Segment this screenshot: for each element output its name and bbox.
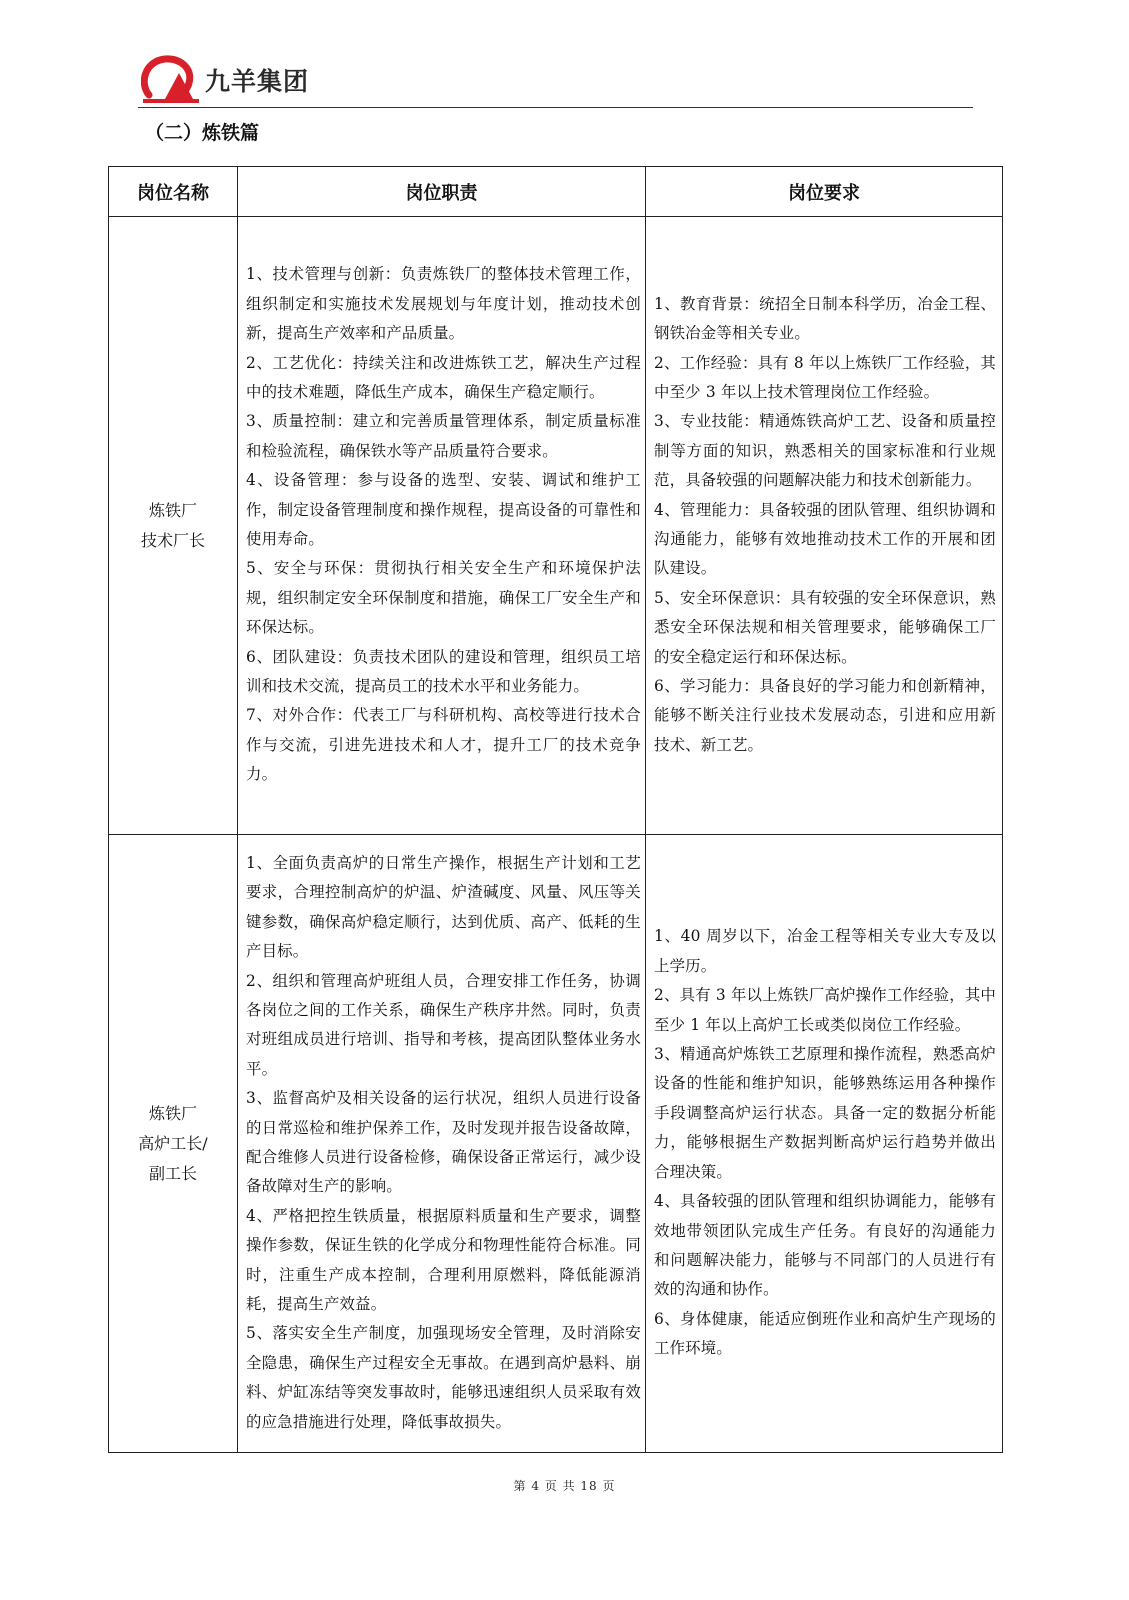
requirement-item: 4、具备较强的团队管理和组织协调能力，能够有效地带领团队完成生产任务。有良好的沟通能力和问题解决能力，能够与不同部门的人员进行有效的沟通和协作。 — [654, 1192, 996, 1299]
responsibility-item: 5、落实安全生产制度，加强现场安全管理，及时消除安全隐患，确保生产过程安全无事故。在遇到高炉悬料、崩料、炉缸冻结等突发事故时，能够迅速组织人员采取有效的应急措施进行处理，降低事故损失。 — [246, 1324, 641, 1431]
responsibility-item: 4、严格把控生铁质量，根据原料质量和生产要求，调整操作参数，保证生铁的化学成分和物理性能符合标准。同时，注重生产成本控制，合理利用原燃料，降低能源消耗，提高生产效益。 — [246, 1206, 641, 1314]
requirement-item: 2、工作经验：具有 8 年以上炼铁厂工作经验，其中至少 3 年以上技术管理岗位工作经验。 — [654, 353, 996, 401]
responsibility-item: 1、技术管理与创新：负责炼铁厂的整体技术管理工作，组织制定和实施技术发展规划与年度计划，推动技术创新，提高生产效率和产品质量。 — [246, 265, 641, 343]
job-description-table — [108, 166, 1003, 1453]
requirement-item: 2、具有 3 年以上炼铁厂高炉操作工作经验，其中至少 1 年以上高炉工长或类似岗位工作经验。 — [654, 986, 996, 1034]
requirement-item: 3、精通高炉炼铁工艺原理和操作流程，熟悉高炉设备的性能和维护知识，能够熟练运用各种操作手段调整高炉运行状态。具备一定的数据分析能力，能够根据生产数据判断高炉运行趋势并做出合理决策。 — [654, 1045, 996, 1181]
requirement-item: 1、教育背景：统招全日制本科学历，冶金工程、钢铁冶金等相关专业。 — [654, 294, 996, 343]
position-name: 炼铁厂 技术厂长 — [109, 217, 238, 835]
header-divider — [138, 107, 973, 108]
requirement-item: 1、40 周岁以下，冶金工程等相关专业大专及以上学历。 — [654, 927, 996, 975]
table-row — [109, 217, 1003, 835]
responsibility-item: 3、监督高炉及相关设备的运行状况，组织人员进行设备的日常巡检和维护保养工作，及时发现并报告设备故障，配合维修人员进行设备检修，确保设备正常运行，减少设备故障对生产的影响。 — [246, 1089, 641, 1196]
page-number-footer: 第 4 页 共 18 页 — [513, 1479, 616, 1493]
logo-text: 九羊集团 — [205, 67, 310, 96]
column-header-responsibilities: 岗位职责 — [238, 167, 646, 217]
responsibility-item: 5、安全与环保：贯彻执行相关安全生产和环境保护法规，组织制定安全环保制度和措施，确保工厂安全生产和环保达标。 — [246, 559, 641, 637]
column-header-requirements: 岗位要求 — [646, 167, 1003, 217]
requirement-item: 3、专业技能：精通炼铁高炉工艺、设备和质量控制等方面的知识，熟悉相关的国家标准和行业规范，具备较强的问题解决能力和技术创新能力。 — [654, 412, 996, 490]
table-row — [109, 835, 1003, 1453]
column-header-position: 岗位名称 — [109, 167, 238, 217]
requirement-item: 6、学习能力：具备良好的学习能力和创新精神，能够不断关注行业技术发展动态，引进和应用新技术、新工艺。 — [654, 677, 996, 754]
requirement-item: 6、身体健康，能适应倒班作业和高炉生产现场的工作环境。 — [654, 1309, 996, 1358]
responsibility-item: 2、工艺优化：持续关注和改进炼铁工艺，解决生产过程中的技术难题，降低生产成本，确保生产稳定顺行。 — [246, 353, 641, 401]
responsibilities-cell — [238, 217, 646, 835]
requirements-cell — [646, 835, 1003, 1453]
requirement-item: 5、安全环保意识：具有较强的安全环保意识，熟悉安全环保法规和相关管理要求，能够确保工厂的安全稳定运行和环保达标。 — [654, 588, 996, 666]
position-name: 炼铁厂 高炉工长/ 副工长 — [109, 835, 238, 1453]
requirements-cell — [646, 217, 1003, 835]
responsibility-item: 1、全面负责高炉的日常生产操作，根据生产计划和工艺要求，合理控制高炉的炉温、炉渣碱度、风量、风压等关键参数，确保高炉稳定顺行，达到优质、高产、低耗的生产目标。 — [246, 853, 641, 961]
responsibility-item: 2、组织和管理高炉班组人员，合理安排工作任务，协调各岗位之间的工作关系，确保生产秩序井然。同时，负责对班组成员进行培训、指导和考核，提高团队整体业务水平。 — [246, 971, 641, 1078]
requirement-item: 4、管理能力：具备较强的团队管理、组织协调和沟通能力，能够有效地推动技术工作的开展和团队建设。 — [654, 500, 996, 578]
section-title: （二）炼铁篇 — [145, 122, 260, 144]
responsibility-item: 6、团队建设：负责技术团队的建设和管理，组织员工培训和技术交流，提高员工的技术水平和业务能力。 — [246, 647, 641, 696]
responsibility-item: 3、质量控制：建立和完善质量管理体系，制定质量标准和检验流程，确保铁水等产品质量符合要求。 — [246, 412, 641, 460]
table-header-row — [109, 167, 1003, 217]
responsibility-item: 4、设备管理：参与设备的选型、安装、调试和维护工作，制定设备管理制度和操作规程，提高设备的可靠性和使用寿命。 — [246, 471, 641, 548]
logo-mark-icon — [143, 59, 199, 103]
responsibility-item: 7、对外合作：代表工厂与科研机构、高校等进行技术合作与交流，引进先进技术和人才，提升工厂的技术竞争力。 — [246, 706, 641, 784]
responsibilities-cell — [238, 835, 646, 1453]
